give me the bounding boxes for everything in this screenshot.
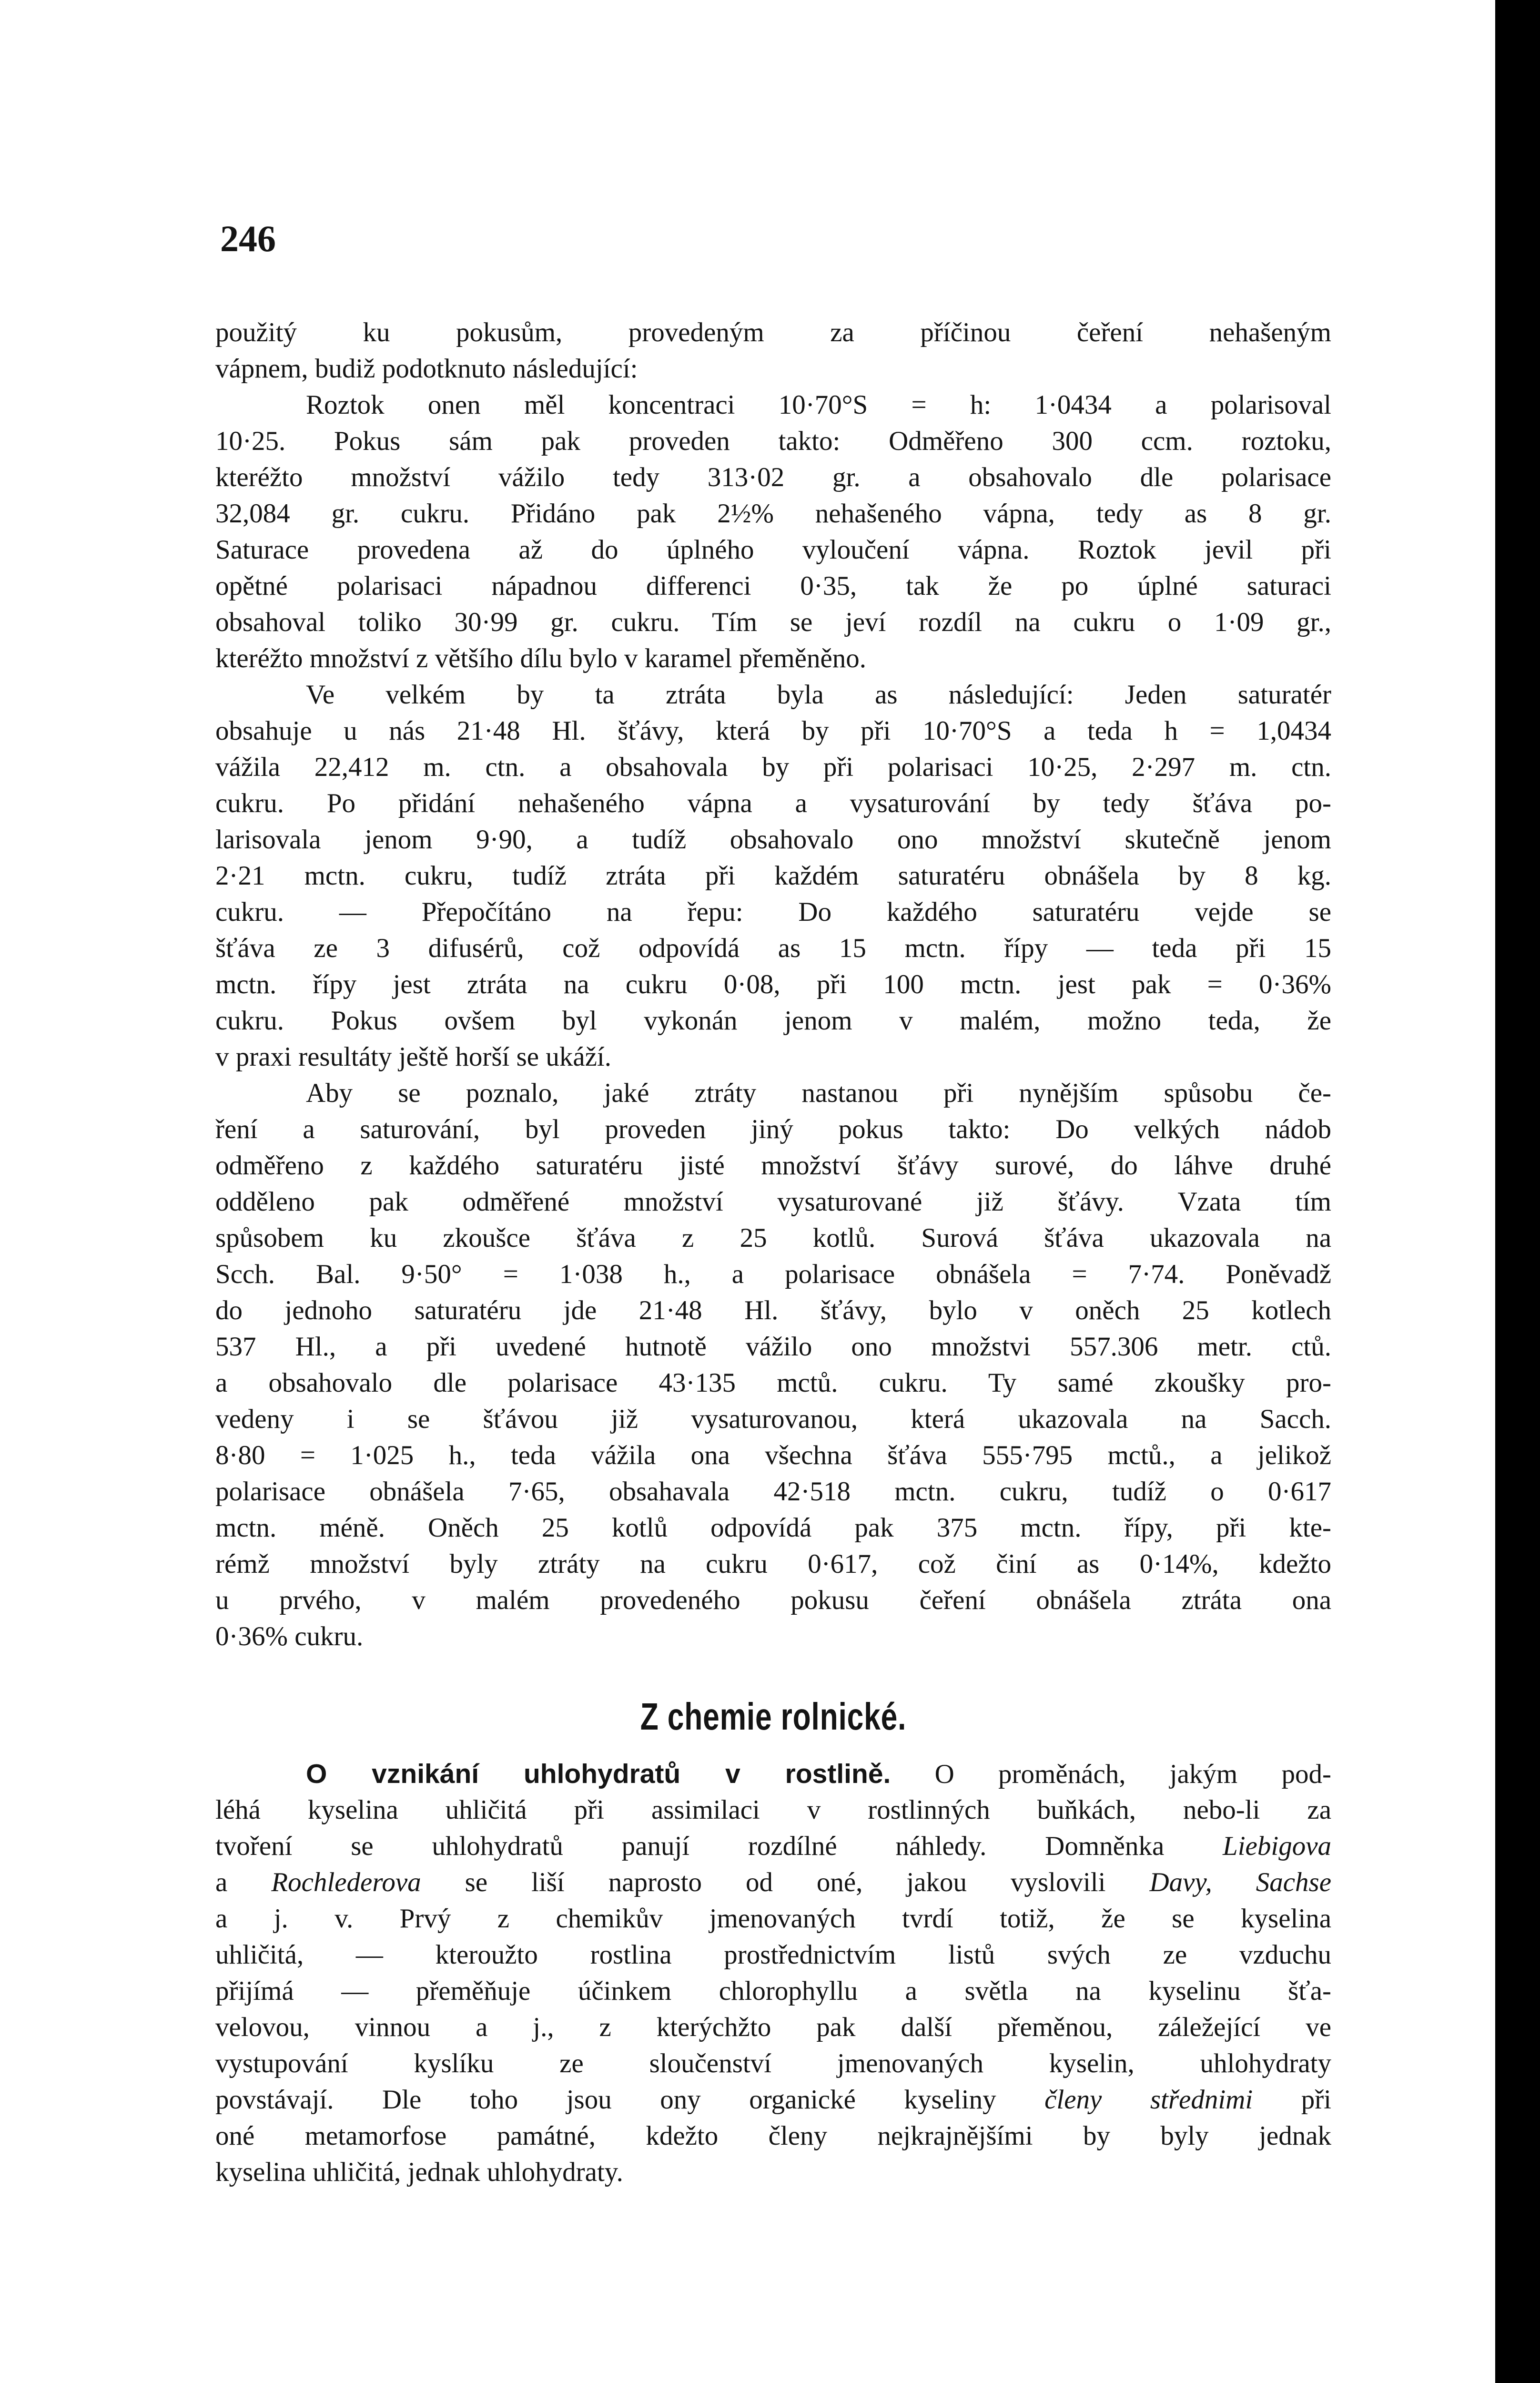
term-cleny-stredni: členy střednimi xyxy=(1044,2085,1253,2115)
text-line xyxy=(215,2082,1331,2118)
text-line: Scch. Bal. 9·50° = 1·038 h., a polarisace obnášela = 7·74. Poněvadž xyxy=(215,1259,1331,1289)
text-fragment: a xyxy=(215,1867,228,1897)
text-fragment: tvoření se uhlohydratů panují rozdílné náhledy. Domněnka xyxy=(215,1831,1165,1861)
text-line xyxy=(215,1828,1331,1864)
text-line: léhá kyselina uhličitá při assimilaci v rostlinných buňkách, nebo-li za xyxy=(215,1795,1331,1825)
text-line: kteréžto množství vážilo tedy 313·02 gr. a obsahovalo dle polarisace xyxy=(215,462,1331,492)
paragraph-large-scale xyxy=(215,677,1331,1075)
text-line: larisovala jenom 9·90, a tudíž obsahovalo ono množství skutečně jenom xyxy=(215,825,1331,855)
text-line: Saturace provedena až do úplného vyloučení vápna. Roztok jevil při xyxy=(215,535,1331,565)
text-line: obsahuje u nás 21·48 Hl. šťávy, která by při 10·70°S a teda h = 1,0434 xyxy=(215,716,1331,746)
text-line: ření a saturování, byl proveden jiný pokus takto: Do velkých nádob xyxy=(215,1114,1331,1144)
text-line: velovou, vinnou a j., z kterýchžto pak další přeměnou, záležející ve xyxy=(215,2012,1331,2042)
text-line: rémž množství byly ztráty na cukru 0·617, což činí as 0·14%, kdežto xyxy=(215,1549,1331,1579)
text-line: do jednoho saturatéru jde 21·48 Hl. šťávy, bylo v oněch 25 kotlech xyxy=(215,1295,1331,1325)
article-uhlohydraty xyxy=(215,1756,1331,2190)
text-line: 10·25. Pokus sám pak proveden takto: Odměřeno 300 ccm. roztoku, xyxy=(215,426,1331,456)
text-line: 8·80 = 1·025 h., teda vážila ona všechna šťáva 555·795 mctů., a jelikož xyxy=(215,1440,1331,1470)
text-fragment: se liší naprosto od oné, jakou vyslovili xyxy=(465,1867,1106,1897)
text-line: a j. v. Prvý z chemikův jmenovaných tvrdí totiž, že se kyselina xyxy=(215,1904,1331,1934)
text-line: vedeny i se šťávou již vysaturovanou, která ukazovala na Sacch. xyxy=(215,1404,1331,1434)
text-line: uhličitá, — kteroužto rostlina prostřednictvím listů svých ze vzduchu xyxy=(215,1940,1331,1970)
text-line: cukru. Po přidání nehašeného vápna a vysaturování by tedy šťáva po- xyxy=(215,788,1331,818)
text-line: 2·21 mctn. cukru, tudíž ztráta při každém saturatéru obnášela by 8 kg. xyxy=(215,861,1331,891)
text-line: použitý ku pokusům, provedeným za příčinou čeření nehašeným xyxy=(215,317,1331,347)
text-line: v praxi resultáty ještě horší se ukáží. xyxy=(215,1042,612,1072)
text-line: kyselina uhličitá, jednak uhlohydraty. xyxy=(215,2157,623,2187)
text-line: cukru. Pokus ovšem byl vykonán jenom v malém, možno teda, že xyxy=(215,1006,1331,1036)
text-line: kteréžto množství z většího dílu bylo v karamel přeměněno. xyxy=(215,643,867,673)
author-name-davy-sachse: Davy, Sachse xyxy=(1149,1867,1332,1897)
text-line: 0·36% cukru. xyxy=(215,1621,364,1651)
text-line: spůsobem ku zkoušce šťáva z 25 kotlů. Surová šťáva ukazovala na xyxy=(215,1223,1331,1253)
text-fragment: při xyxy=(1301,2085,1332,2115)
text-line: a obsahovalo dle polarisace 43·135 mctů. cukru. Ty samé zkoušky pro- xyxy=(215,1368,1331,1398)
scan-border-right xyxy=(1495,0,1540,2383)
text-line: mctn. řípy jest ztráta na cukru 0·08, při 100 mctn. jest pak = 0·36% xyxy=(215,969,1331,999)
text-line: vystupování kyslíku ze sloučenství jmenovaných kyselin, uhlohydraty xyxy=(215,2048,1331,2078)
text-fragment: povstávají. Dle toho jsou ony organické kyseliny xyxy=(215,2085,996,2115)
text-fragment: O proměnách, jakým pod- xyxy=(934,1759,1331,1789)
author-name-rochleder: Rochlederova xyxy=(271,1867,421,1897)
page-body xyxy=(215,315,1331,2190)
page-number: 246 xyxy=(220,218,276,259)
paragraph-saturation-test xyxy=(215,1075,1331,1655)
text-line: odměřeno z každého saturatéru jisté množství šťávy surové, do láhve druhé xyxy=(215,1151,1331,1181)
text-line: Aby se poznalo, jaké ztráty nastanou při nynějším spůsobu če- xyxy=(306,1078,1331,1108)
text-line: 32,084 gr. cukru. Přidáno pak 2½% nehašeného vápna, tedy as 8 gr. xyxy=(215,499,1331,529)
text-line: mctn. méně. Oněch 25 kotlů odpovídá pak 375 mctn. řípy, při kte- xyxy=(215,1513,1331,1543)
text-line: vážila 22,412 m. ctn. a obsahovala by při polarisaci 10·25, 2·297 m. ctn. xyxy=(215,752,1331,782)
text-line: odděleno pak odměřené množství vysaturované již šťávy. Vzata tím xyxy=(215,1187,1331,1217)
text-line: vápnem, budiž podotknuto následující: xyxy=(215,354,638,384)
text-line: opětné polarisaci nápadnou differenci 0·35, tak že po úplné saturaci xyxy=(215,571,1331,601)
text-line: Ve velkém by ta ztráta byla as následující: Jeden saturatér xyxy=(306,680,1331,710)
text-line: cukru. — Přepočítáno na řepu: Do každého saturatéru vejde se xyxy=(215,897,1331,927)
text-line: polarisace obnášela 7·65, obsahavala 42·518 mctn. cukru, tudíž o 0·617 xyxy=(215,1477,1331,1507)
text-line: u prvého, v malém provedeného pokusu čeření obnášela ztráta ona xyxy=(215,1585,1331,1615)
text-line: oné metamorfose památné, kdežto členy nejkrajnějšími by byly jednak xyxy=(215,2121,1331,2151)
paragraph-intro xyxy=(215,315,1331,387)
text-line: šťáva ze 3 difusérů, což odpovídá as 15 mctn. řípy — teda při 15 xyxy=(215,933,1331,963)
article-heading: O vznikání uhlohydratů v rostlině. xyxy=(306,1759,891,1789)
section-title: Z chemie rolnické. xyxy=(640,1695,907,1738)
text-line xyxy=(215,1756,1331,1792)
text-line: 537 Hl., a při uvedené hutnotě vážilo ono množstvi 557.306 metr. ctů. xyxy=(215,1332,1331,1362)
author-name-liebig: Liebigova xyxy=(1223,1831,1331,1861)
text-line xyxy=(215,1864,1331,1901)
text-line: přijímá — přeměňuje účinkem chlorophyllu a světla na kyselinu šťa- xyxy=(215,1976,1331,2006)
text-line: Roztok onen měl koncentraci 10·70°S = h: 1·0434 a polarisoval xyxy=(306,390,1331,420)
text-line: obsahoval toliko 30·99 gr. cukru. Tím se jeví rozdíl na cukru o 1·09 gr., xyxy=(215,607,1331,637)
paragraph-solution-test xyxy=(215,387,1331,677)
